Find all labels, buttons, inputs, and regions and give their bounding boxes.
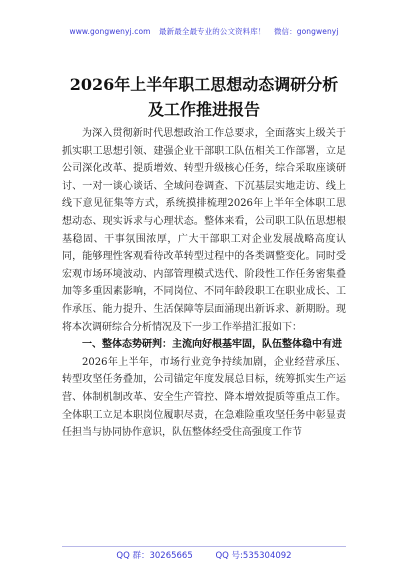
section-paragraph: 2026年上半年，市场行业竞争持续加剧，企业经营承压、转型攻坚任务叠加，公司锚定年度发展总目标，统筹抓实生产运营、体制机制改革、安全生产管控、降本增效提质等重点工作。全体职工立足本职岗位履职尽责，在急难险重攻坚任务中彰显责任担当与协同协作意识，队伍整体经受住高强度工作节 [62, 356, 346, 439]
page-footer [0, 549, 408, 561]
footer-qq-number: QQ 号:535304092 [215, 551, 292, 561]
header-wechat: 微信：gongwenyj [273, 27, 339, 36]
section-heading: 一、整体态势研判：主流向好根基牢固，队伍整体稳中有进 [82, 339, 342, 351]
header-site-link[interactable]: www.gongwenyj.com [69, 27, 151, 36]
document-body [62, 125, 346, 442]
page-header [0, 26, 408, 37]
document-title: 2026年上半年职工思想动态调研分析及工作推进报告 [69, 75, 339, 119]
footer-qq-group: QQ 群：30265665 [116, 551, 193, 561]
footer-divider [62, 546, 346, 547]
intro-paragraph: 为深入贯彻新时代思想政治工作总要求，全面落实上级关于抓实职工思想引领、建强企业干部职工队伍相关工作部署，立足公司深化改革、提质增效、转型升级核心任务，综合采取座谈研讨、一对一谈心谈话、全域问卷调查、下沉基层实地走访、线上线下意见征集等方式，系统摸排梳理2026年上半年全体职工思想动态、现实诉求与心理状态。整体来看，公司职工队伍思想根基稳固、干事氛围浓厚，广大干部职工对企业发展战略高度认同，能够理性客观看待改革转型过程中的各类调整变化。同时受宏观市场环境波动、内部管理模式迭代、阶段性工作任务密集叠加等多重因素影响，不同岗位、不同年龄段职工在职业成长、工作承压、能力提升、生活保障等层面涌现出新诉求、新期盼。现将本次调研综合分析情况及下一步工作举措汇报如下： [62, 128, 346, 333]
header-slogan: 最新最全最专业的公文资料库！ [159, 27, 266, 36]
